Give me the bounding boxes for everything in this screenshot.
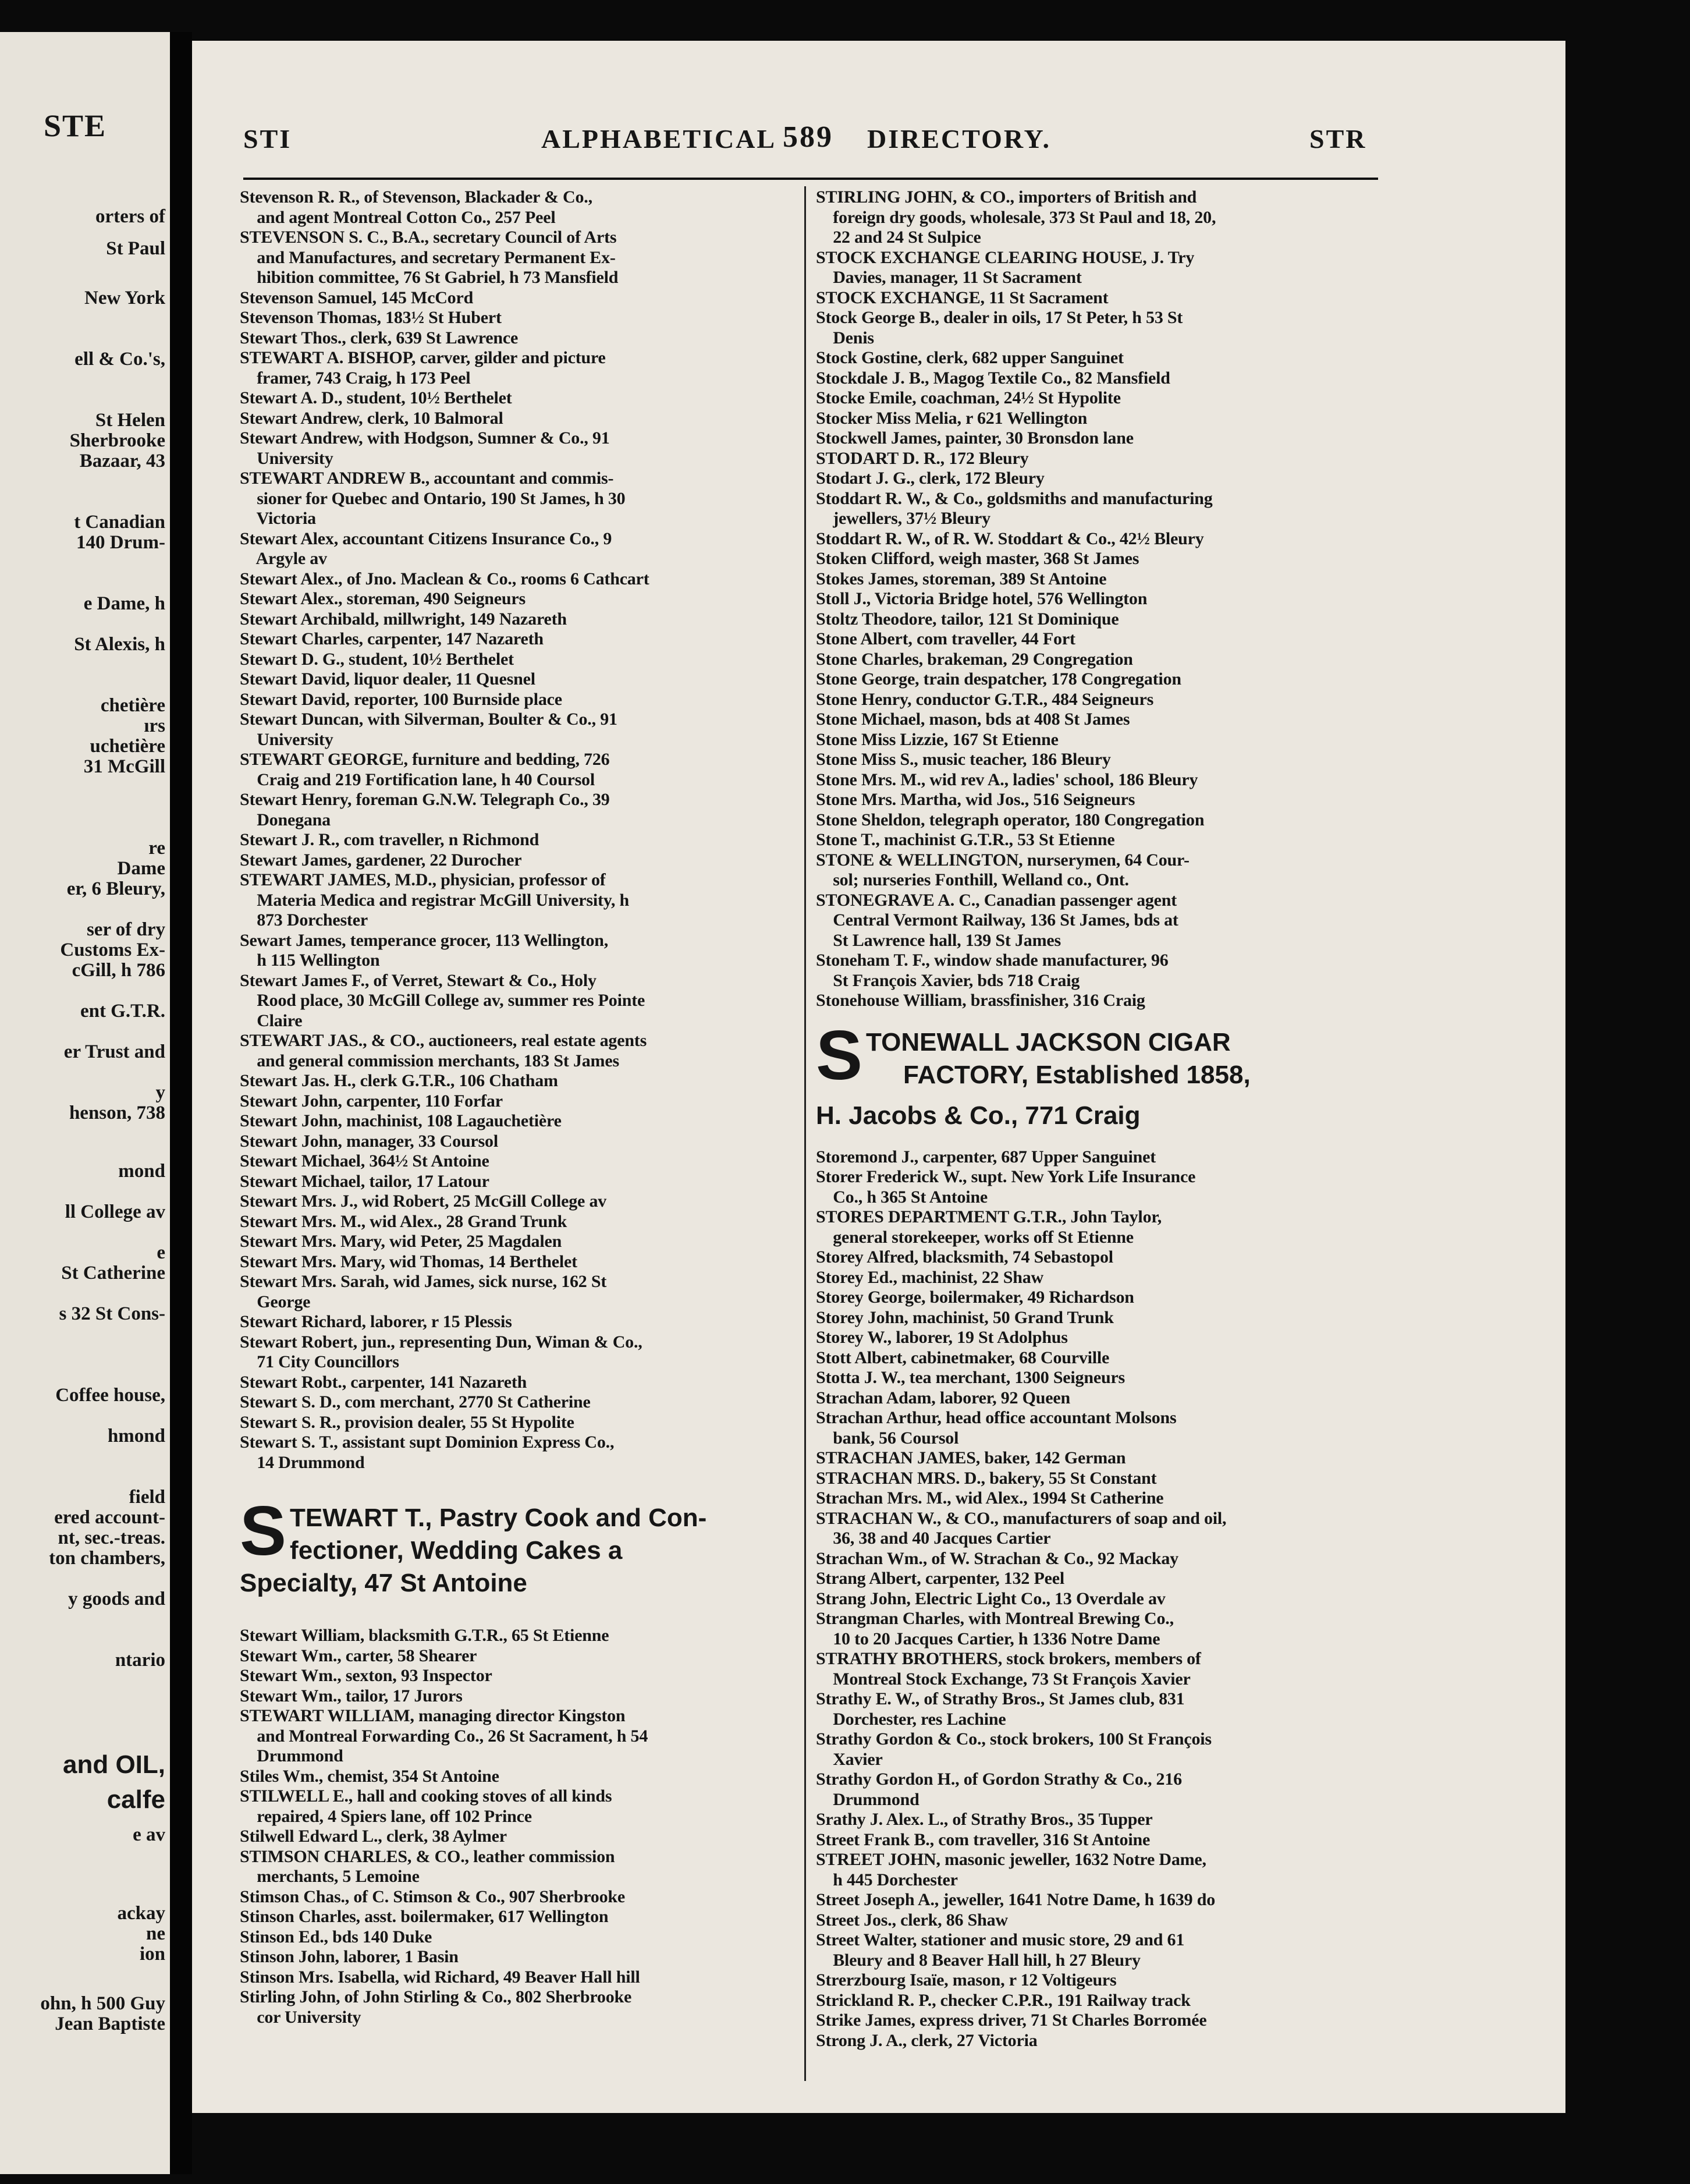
directory-entry: Stone Miss Lizzie, 167 St Etienne xyxy=(816,729,1059,749)
directory-entry: Stewart S. T., assistant supt Dominion Express Co., xyxy=(240,1433,615,1452)
entries-column2b xyxy=(816,1147,1409,2051)
column-left xyxy=(240,187,822,2027)
left-page-text-fragment: Customs Ex- xyxy=(60,939,165,960)
directory-entry: Victoria xyxy=(240,509,316,528)
directory-entry: Stoll J., Victoria Bridge hotel, 576 Wellington xyxy=(816,589,1148,608)
directory-entry: Stewart Mrs. M., wid Alex., 28 Grand Trunk xyxy=(240,1211,567,1231)
left-page-text-fragment: ent G.T.R. xyxy=(80,1001,165,1022)
directory-entry: sioner for Quebec and Ontario, 190 St James, h 30 xyxy=(240,488,626,508)
directory-entry: Stone Henry, conductor G.T.R., 484 Seigneurs xyxy=(816,689,1154,709)
directory-entry: St François Xavier, bds 718 Craig xyxy=(816,970,1080,990)
directory-entry: Stewart David, liquor dealer, 11 Quesnel xyxy=(240,669,535,689)
directory-entry: STEWART GEORGE, furniture and bedding, 726 xyxy=(240,750,610,769)
directory-entry: Stocke Emile, coachman, 24½ St Hypolite xyxy=(816,388,1121,407)
left-page-text-fragment: calfe xyxy=(106,1785,165,1814)
left-page-text-fragment: ackay xyxy=(117,1903,165,1924)
directory-entry: Stinson Ed., bds 140 Duke xyxy=(240,1927,432,1947)
left-page-text-fragment: 31 McGill xyxy=(83,756,165,777)
directory-entry: Stewart Alex., storeman, 490 Seigneurs xyxy=(240,589,526,608)
left-page-text-fragment: hmond xyxy=(107,1426,165,1446)
directory-entry: Street Frank B., com traveller, 316 St Antoine xyxy=(816,1830,1151,1849)
directory-entry: University xyxy=(240,448,333,468)
directory-entry: general storekeeper, works off St Etienne xyxy=(816,1227,1134,1247)
left-page-text-fragment: re xyxy=(148,838,165,859)
directory-entry: Strickland R. P., checker C.P.R., 191 Railway track xyxy=(816,1990,1191,2010)
directory-entry: Stewart S. R., provision dealer, 55 St Hypolite xyxy=(240,1412,574,1432)
left-page-text-fragment: field xyxy=(129,1487,165,1508)
left-page-text-fragment: uchetière xyxy=(90,736,165,757)
left-page-text-fragment: ton chambers, xyxy=(49,1548,165,1569)
left-page-text-fragment: mond xyxy=(118,1161,165,1182)
directory-entry: Strang John, Electric Light Co., 13 Overdale av xyxy=(816,1589,1166,1608)
left-page-text-fragment: y goods and xyxy=(68,1589,165,1609)
directory-entry: Stone Miss S., music teacher, 186 Bleury xyxy=(816,750,1111,769)
left-page-text-fragment: Dame xyxy=(117,858,165,879)
left-page-text-fragment: ion xyxy=(139,1944,165,1965)
column-right xyxy=(816,187,1409,2051)
left-page-text-fragment: cGill, h 786 xyxy=(72,960,165,981)
directory-entry: Stewart Alex., of Jno. Maclean & Co., rooms 6 Cathcart xyxy=(240,569,649,588)
directory-entry: Argyle av xyxy=(240,549,327,568)
directory-entry: Stewart John, manager, 33 Coursol xyxy=(240,1131,498,1151)
directory-entry: h 445 Dorchester xyxy=(816,1870,958,1889)
directory-entry: Stone Mrs. Martha, wid Jos., 516 Seigneurs xyxy=(816,790,1135,809)
directory-entry: Storey Ed., machinist, 22 Shaw xyxy=(816,1267,1044,1287)
directory-entry: Stevenson Samuel, 145 McCord xyxy=(240,288,474,307)
directory-entry: Stewart Michael, tailor, 17 Latour xyxy=(240,1171,489,1191)
directory-entry: Stewart Wm., sexton, 93 Inspector xyxy=(240,1666,492,1685)
left-page-text-fragment: ll College av xyxy=(65,1201,165,1222)
directory-entry: Stevenson Thomas, 183½ St Hubert xyxy=(240,308,502,327)
directory-entry: STIRLING JOHN, & CO., importers of British and xyxy=(816,187,1197,207)
directory-entry: Stonehouse William, brassfinisher, 316 Craig xyxy=(816,991,1145,1010)
left-page-text-fragment: ne xyxy=(146,1923,165,1944)
entries-column2 xyxy=(816,187,1409,1011)
directory-entry: Stocker Miss Melia, r 621 Wellington xyxy=(816,408,1088,428)
page-number: 589 xyxy=(783,120,833,154)
directory-entry: Stewart Robt., carpenter, 141 Nazareth xyxy=(240,1372,527,1392)
left-page-text-fragment: t Canadian xyxy=(74,512,165,533)
left-page-text-fragment: er, 6 Bleury, xyxy=(66,878,165,899)
directory-entry: Stockwell James, painter, 30 Bronsdon lane xyxy=(816,428,1134,448)
directory-entry: Stewart James F., of Verret, Stewart & Co., Holy xyxy=(240,970,597,990)
directory-entry: 71 City Councillors xyxy=(240,1352,399,1371)
left-page-text-fragment: and OIL, xyxy=(63,1750,165,1779)
directory-entry: Stewart Mrs. Mary, wid Thomas, 14 Berthelet xyxy=(240,1251,577,1271)
ad-line: Specialty, 47 St Antoine xyxy=(240,1569,527,1597)
ad-line: fectioner, Wedding Cakes a xyxy=(290,1536,623,1565)
directory-entry: Bleury and 8 Beaver Hall hill, h 27 Bleury xyxy=(816,1950,1141,1970)
left-page-text-fragment: ered account- xyxy=(54,1507,165,1528)
directory-entry: Stone Sheldon, telegraph operator, 180 Congregation xyxy=(816,810,1205,829)
directory-entry: Stewart Duncan, with Silverman, Boulter & Co., 91 xyxy=(240,710,617,729)
left-page-text-fragment: y xyxy=(155,1082,165,1103)
directory-entry: 14 Drummond xyxy=(240,1452,365,1472)
entries-column1b xyxy=(240,1626,822,2027)
directory-entry: h 115 Wellington xyxy=(240,951,380,970)
directory-entry: Stewart Wm., tailor, 17 Jurors xyxy=(240,1686,463,1706)
directory-entry: STOCK EXCHANGE CLEARING HOUSE, J. Try xyxy=(816,247,1195,267)
directory-entry: 10 to 20 Jacques Cartier, h 1336 Notre Dame xyxy=(816,1629,1160,1648)
directory-entry: Stockdale J. B., Magog Textile Co., 82 Mansfield xyxy=(816,368,1170,388)
directory-entry: Stimson Chas., of C. Stimson & Co., 907 Sherbrooke xyxy=(240,1887,626,1906)
directory-entry: Strachan Arthur, head office accountant Molsons xyxy=(816,1408,1177,1427)
directory-entry: Stone Michael, mason, bds at 408 St James xyxy=(816,710,1130,729)
directory-entry: STEWART WILLIAM, managing director Kingston xyxy=(240,1706,626,1725)
directory-entry: Strathy Gordon & Co., stock brokers, 100 St François xyxy=(816,1729,1212,1749)
directory-entry: Strachan Adam, laborer, 92 Queen xyxy=(816,1388,1070,1407)
left-page-header: STE xyxy=(44,108,107,143)
directory-entry: Stoltz Theodore, tailor, 121 St Dominique xyxy=(816,609,1119,629)
directory-entry: STONEGRAVE A. C., Canadian passenger agent xyxy=(816,890,1177,910)
header-rule xyxy=(243,178,1378,180)
left-page-text-fragment: Coffee house, xyxy=(55,1385,165,1406)
directory-entry: jewellers, 37½ Bleury xyxy=(816,509,990,528)
directory-entry: Drummond xyxy=(240,1746,343,1765)
directory-entry: STILWELL E., hall and cooking stoves of all kinds xyxy=(240,1786,612,1806)
directory-entry: Stewart Andrew, clerk, 10 Balmoral xyxy=(240,408,503,428)
directory-entry: Stoddart R. W., & Co., goldsmiths and manufacturing xyxy=(816,488,1213,508)
directory-entry: STODART D. R., 172 Bleury xyxy=(816,448,1029,468)
directory-entry: STEWART ANDREW B., accountant and commis- xyxy=(240,469,614,488)
directory-entry: Strathy Gordon H., of Gordon Strathy & Co., 216 xyxy=(816,1770,1182,1789)
directory-entry: Stirling John, of John Stirling & Co., 802 Sherbrooke xyxy=(240,1987,632,2006)
directory-entry: STRATHY BROTHERS, stock brokers, members of xyxy=(816,1649,1201,1668)
directory-entry: Storemond J., carpenter, 687 Upper Sanguinet xyxy=(816,1147,1156,1167)
directory-entry: Dorchester, res Lachine xyxy=(816,1709,1006,1729)
book-gutter xyxy=(170,32,192,2174)
directory-entry: framer, 743 Craig, h 173 Peel xyxy=(240,368,471,388)
directory-entry: sol; nurseries Fonthill, Welland co., Ont. xyxy=(816,870,1129,889)
left-page-text-fragment: er Trust and xyxy=(63,1041,165,1062)
directory-entry: Rood place, 30 McGill College av, summer res Pointe xyxy=(240,991,645,1010)
directory-entry: Stewart William, blacksmith G.T.R., 65 St Etienne xyxy=(240,1626,609,1645)
left-page-text-fragment: St Helen xyxy=(95,410,165,431)
left-page-text-fragment: s 32 St Cons- xyxy=(59,1303,165,1324)
directory-entry: Stock George B., dealer in oils, 17 St Peter, h 53 St xyxy=(816,308,1183,327)
directory-entry: and Manufactures, and secretary Permanent Ex- xyxy=(240,247,616,267)
entries-column1 xyxy=(240,187,822,1473)
directory-entry: Stevenson R. R., of Stevenson, Blackader & Co., xyxy=(240,187,592,207)
directory-entry: Stewart D. G., student, 10½ Berthelet xyxy=(240,649,514,669)
directory-entry: hibition committee, 76 St Gabriel, h 73 Mansfield xyxy=(240,268,619,287)
directory-entry: Stilwell Edward L., clerk, 38 Aylmer xyxy=(240,1827,507,1846)
directory-entry: bank, 56 Coursol xyxy=(816,1428,959,1448)
directory-entry: Storey W., laborer, 19 St Adolphus xyxy=(816,1328,1068,1347)
directory-entry: Central Vermont Railway, 136 St James, bds at xyxy=(816,910,1178,930)
ad-line: FACTORY, Established 1858, xyxy=(903,1060,1251,1089)
directory-entry: Stewart Richard, laborer, r 15 Plessis xyxy=(240,1312,512,1331)
directory-entry: Stewart Charles, carpenter, 147 Nazareth xyxy=(240,629,544,648)
directory-entry: Stewart John, machinist, 108 Lagauchetière xyxy=(240,1111,562,1130)
directory-entry: St Lawrence hall, 139 St James xyxy=(816,930,1061,950)
directory-entry: Stodart J. G., clerk, 172 Bleury xyxy=(816,469,1045,488)
directory-entry: Co., h 365 St Antoine xyxy=(816,1187,988,1207)
left-page-text-fragment: ell & Co.'s, xyxy=(74,349,165,370)
directory-entry: STEVENSON S. C., B.A., secretary Council of Arts xyxy=(240,228,617,247)
left-page-text-fragment: ohn, h 500 Guy xyxy=(40,1993,165,2014)
directory-entry: Donegana xyxy=(240,810,331,829)
directory-entry: Montreal Stock Exchange, 73 St François Xavier xyxy=(816,1669,1191,1689)
directory-entry: Materia Medica and registrar McGill University, h xyxy=(240,890,629,910)
directory-entry: and Montreal Forwarding Co., 26 St Sacrament, h 54 xyxy=(240,1726,648,1746)
ad-line: TEWART T., Pastry Cook and Con- xyxy=(290,1504,707,1532)
directory-entry: STRACHAN MRS. D., bakery, 55 St Constant xyxy=(816,1468,1157,1488)
directory-entry: Strachan Wm., of W. Strachan & Co., 92 Mackay xyxy=(816,1548,1178,1568)
directory-page xyxy=(192,41,1565,2113)
directory-entry: Stotta J. W., tea merchant, 1300 Seigneurs xyxy=(816,1368,1126,1387)
ad-initial: S xyxy=(240,1492,287,1570)
directory-entry: Stewart Michael, 364½ St Antoine xyxy=(240,1151,489,1171)
left-page-text-fragment: chetière xyxy=(100,695,165,716)
directory-entry: Stone George, train despatcher, 178 Congregation xyxy=(816,669,1181,689)
directory-entry: and general commission merchants, 183 St James xyxy=(240,1051,619,1070)
directory-entry: Stone T., machinist G.T.R., 53 St Etienne xyxy=(816,830,1115,849)
directory-entry: Stewart Wm., carter, 58 Shearer xyxy=(240,1646,477,1665)
directory-entry: Stinson Charles, asst. boilermaker, 617 Wellington xyxy=(240,1907,609,1926)
ad-initial: S xyxy=(816,1016,863,1094)
directory-entry: Denis xyxy=(816,328,874,348)
directory-entry: Drummond xyxy=(816,1789,919,1809)
directory-entry: Stoken Clifford, weigh master, 368 St James xyxy=(816,549,1139,568)
directory-entry: Stewart Mrs. Mary, wid Peter, 25 Magdalen xyxy=(240,1232,562,1251)
directory-entry: Strathy E. W., of Strathy Bros., St James club, 831 xyxy=(816,1689,1185,1708)
left-page-text-fragment: e xyxy=(157,1242,165,1263)
directory-entry: Stock Gostine, clerk, 682 upper Sanguinet xyxy=(816,348,1124,367)
directory-entry: STEWART A. BISHOP, carver, gilder and picture xyxy=(240,348,606,367)
directory-entry: Sewart James, temperance grocer, 113 Wellington, xyxy=(240,930,609,950)
directory-entry: 873 Dorchester xyxy=(240,910,368,930)
directory-entry: STRACHAN W., & CO., manufacturers of soap and oil, xyxy=(816,1508,1227,1528)
left-page-text-fragment: e av xyxy=(133,1824,165,1845)
advertisement-stonewall xyxy=(816,1016,1409,1132)
directory-entry: foreign dry goods, wholesale, 373 St Paul and 18, 20, xyxy=(816,207,1216,227)
directory-entry: Stone Albert, com traveller, 44 Fort xyxy=(816,629,1075,648)
directory-entry: Stewart Mrs. Sarah, wid James, sick nurse, 162 St xyxy=(240,1272,607,1291)
left-page-text-fragment: St Paul xyxy=(106,238,165,259)
directory-entry: Srathy J. Alex. L., of Strathy Bros., 35 Tupper xyxy=(816,1810,1153,1829)
directory-entry: merchants, 5 Lemoine xyxy=(240,1867,420,1886)
directory-entry: Strerzbourg Isaïe, mason, r 12 Voltigeurs xyxy=(816,1970,1117,1990)
directory-entry: Street Jos., clerk, 86 Shaw xyxy=(816,1910,1008,1930)
directory-entry: Storey Alfred, blacksmith, 74 Sebastopol xyxy=(816,1247,1113,1267)
directory-entry: Stewart Henry, foreman G.N.W. Telegraph Co., 39 xyxy=(240,790,610,809)
directory-entry: Stewart Mrs. J., wid Robert, 25 McGill College av xyxy=(240,1192,607,1211)
directory-entry: STONE & WELLINGTON, nurserymen, 64 Cour- xyxy=(816,850,1190,870)
left-page-text-fragment: orters of xyxy=(95,206,165,227)
left-page-text-fragment: ntario xyxy=(115,1650,165,1671)
directory-entry: Stone Charles, brakeman, 29 Congregation xyxy=(816,649,1133,669)
directory-entry: Stewart A. D., student, 10½ Berthelet xyxy=(240,388,512,407)
directory-entry: Xavier xyxy=(816,1749,883,1769)
left-page-text-fragment: henson, 738 xyxy=(69,1102,165,1123)
directory-entry: Street Joseph A., jeweller, 1641 Notre Dame, h 1639 do xyxy=(816,1890,1216,1909)
directory-entry: 22 and 24 St Sulpice xyxy=(816,228,981,247)
directory-entry: Strachan Mrs. M., wid Alex., 1994 St Catherine xyxy=(816,1488,1164,1508)
left-page-text-fragment: New York xyxy=(84,288,165,309)
directory-entry: STIMSON CHARLES, & CO., leather commission xyxy=(240,1846,615,1866)
directory-entry: Storer Frederick W., supt. New York Life Insurance xyxy=(816,1167,1196,1186)
directory-entry: STRACHAN JAMES, baker, 142 German xyxy=(816,1448,1126,1467)
directory-entry: STEWART JAS., & CO., auctioneers, real estate agents xyxy=(240,1031,647,1050)
directory-entry: Stewart Robert, jun., representing Dun, Wiman & Co., xyxy=(240,1332,642,1352)
directory-entry: Stewart John, carpenter, 110 Forfar xyxy=(240,1091,503,1111)
directory-entry: Storey George, boilermaker, 49 Richardson xyxy=(816,1288,1134,1307)
directory-entry: Stone Mrs. M., wid rev A., ladies' school, 186 Bleury xyxy=(816,770,1198,789)
directory-entry: Strike James, express driver, 71 St Charles Borromée xyxy=(816,2011,1207,2030)
directory-entry: University xyxy=(240,729,333,749)
directory-entry: Strangman Charles, with Montreal Brewing Co., xyxy=(816,1609,1174,1628)
directory-entry: Stewart Alex, accountant Citizens Insurance Co., 9 xyxy=(240,529,612,548)
left-page-text-fragment: 140 Drum- xyxy=(76,532,165,553)
header-title-a: ALPHABETICAL xyxy=(541,124,777,154)
directory-entry: Strang Albert, carpenter, 132 Peel xyxy=(816,1569,1064,1588)
directory-entry: Stewart Archibald, millwright, 149 Nazareth xyxy=(240,609,567,629)
directory-entry: Claire xyxy=(240,1011,303,1030)
header-left-guide: STI xyxy=(243,124,292,154)
directory-entry: George xyxy=(240,1292,311,1311)
directory-entry: Stewart David, reporter, 100 Burnside place xyxy=(240,689,562,709)
directory-entry: STORES DEPARTMENT G.T.R., John Taylor, xyxy=(816,1207,1162,1226)
directory-entry: Stewart Jas. H., clerk G.T.R., 106 Chatham xyxy=(240,1071,558,1090)
advertisement-stewart xyxy=(240,1492,822,1600)
directory-entry: Stiles Wm., chemist, 354 St Antoine xyxy=(240,1766,499,1786)
directory-entry: Stewart J. R., com traveller, n Richmond xyxy=(240,830,539,849)
directory-entry: Stinson John, laborer, 1 Basin xyxy=(240,1947,459,1966)
left-page-text-fragment: Jean Baptiste xyxy=(55,2013,165,2034)
directory-entry: Strong J. A., clerk, 27 Victoria xyxy=(816,2030,1038,2050)
directory-entry: Stott Albert, cabinetmaker, 68 Courville xyxy=(816,1348,1110,1367)
directory-entry: Street Walter, stationer and music store, 29 and 61 xyxy=(816,1930,1185,1949)
left-page-text-fragment: Sherbrooke xyxy=(69,430,165,451)
directory-entry: repaired, 4 Spiers lane, off 102 Prince xyxy=(240,1806,532,1826)
directory-entry: STEWART JAMES, M.D., physician, professor of xyxy=(240,870,606,889)
left-page-text-fragment: Bazaar, 43 xyxy=(79,451,165,471)
header-right-guide: STR xyxy=(1309,124,1367,154)
ad-line: TONEWALL JACKSON CIGAR xyxy=(866,1027,1231,1056)
left-page-text-fragment: ser of dry xyxy=(86,919,165,940)
directory-entry: Stinson Mrs. Isabella, wid Richard, 49 Beaver Hall hill xyxy=(240,1967,640,1987)
directory-entry: cor University xyxy=(240,2007,361,2027)
directory-entry: Stewart Andrew, with Hodgson, Sumner & Co., 91 xyxy=(240,428,610,448)
left-page-text-fragment: St Alexis, h xyxy=(74,634,165,655)
directory-entry: Stewart S. D., com merchant, 2770 St Catherine xyxy=(240,1392,591,1412)
directory-entry: Stokes James, storeman, 389 St Antoine xyxy=(816,569,1107,588)
left-page-fragment xyxy=(0,32,170,2174)
left-page-text-fragment: nt, sec.-treas. xyxy=(58,1527,165,1548)
directory-entry: Stoddart R. W., of R. W. Stoddart & Co., 42½ Bleury xyxy=(816,529,1204,548)
directory-entry: Stewart Thos., clerk, 639 St Lawrence xyxy=(240,328,519,348)
directory-entry: Davies, manager, 11 St Sacrament xyxy=(816,268,1082,287)
directory-entry: and agent Montreal Cotton Co., 257 Peel xyxy=(240,207,556,227)
directory-entry: STOCK EXCHANGE, 11 St Sacrament xyxy=(816,288,1109,307)
directory-entry: Stoneham T. F., window shade manufacturer, 96 xyxy=(816,951,1169,970)
directory-entry: STREET JOHN, masonic jeweller, 1632 Notre Dame, xyxy=(816,1850,1206,1869)
ad-line: H. Jacobs & Co., 771 Craig xyxy=(816,1101,1141,1130)
directory-entry: Storey John, machinist, 50 Grand Trunk xyxy=(816,1307,1114,1327)
left-page-text-fragment: ırs xyxy=(144,715,165,736)
directory-entry: 36, 38 and 40 Jacques Cartier xyxy=(816,1529,1051,1548)
directory-entry: Stewart James, gardener, 22 Durocher xyxy=(240,850,522,870)
header-title-b: DIRECTORY. xyxy=(867,124,1051,154)
left-page-text-fragment: e Dame, h xyxy=(83,593,165,614)
directory-entry: Craig and 219 Fortification lane, h 40 Coursol xyxy=(240,770,595,789)
left-page-text-fragment: St Catherine xyxy=(61,1263,165,1284)
